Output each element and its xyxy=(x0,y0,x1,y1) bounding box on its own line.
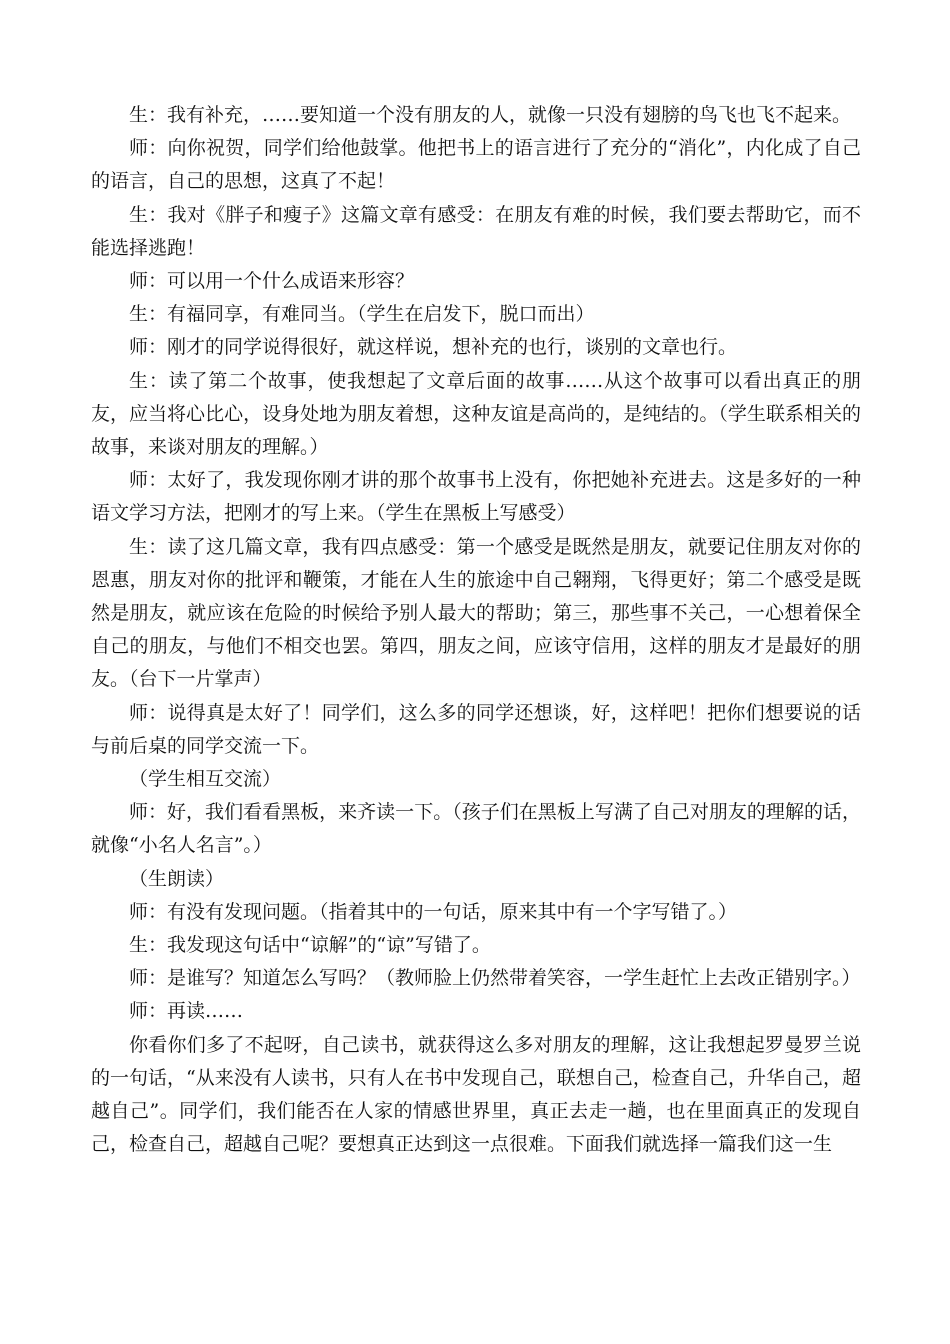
paragraph: 你看你们多了不起呀，自己读书，就获得这么多对朋友的理解，这让我想起罗曼罗兰说的一句话，“从来没有人读书，只有人在书中发现自己，联想自己，检查自己，升华自己，超越自己”。同学们，我们能否在人家的情感世界里，真正去走一趟，也在里面真正的发现自己，检查自己，超越自己呢？要想真正达到这一点很难。下面我们就选择一篇我们这一生 xyxy=(91,1033,861,1156)
paragraph: 生：我有补充，……要知道一个没有朋友的人，就像一只没有翅膀的鸟飞也飞不起来。 xyxy=(129,104,852,126)
paragraph: 师：再读…… xyxy=(129,1000,244,1023)
paragraph: 师：太好了，我发现你刚才讲的那个故事书上没有，你把她补充进去。这是多好的一种语文学习方法，把刚才的写上来。（学生在黑板上写感受） xyxy=(91,469,861,525)
paragraph: 师：好，我们看看黑板，来齐读一下。（孩子们在黑板上写满了自己对朋友的理解的话，就像“小名人名言”。） xyxy=(91,801,861,857)
paragraph: 生：我发现这句话中“谅解”的“谅”写错了。 xyxy=(129,934,491,957)
paragraph: 师：有没有发现问题。（指着其中的一句话，原来其中有一个字写错了。） xyxy=(129,900,738,923)
paragraph: 生：读了这几篇文章，我有四点感受：第一个感受是既然是朋友，就要记住朋友对你的恩惠，朋友对你的批评和鞭策，才能在人生的旅途中自己翱翔，飞得更好；第二个感受是既然是朋友，就应该在危险的时候给予别人最大的帮助；第三，那些事不关己，一心想着保全自己的朋友，与他们不相交也罢。第四，朋友之间，应该守信用，这样的朋友才是最好的朋友。（台下一片掌声） xyxy=(91,535,861,691)
paragraph: 师：刚才的同学说得很好，就这样说，想补充的也行，谈别的文章也行。 xyxy=(129,336,738,359)
paragraph: （生朗读） xyxy=(129,867,225,890)
paragraph: 师：说得真是太好了！同学们，这么多的同学还想谈，好，这样吧！把你们想要说的话与前后桌的同学交流一下。 xyxy=(91,701,861,757)
paragraph: 师：可以用一个什么成语来形容？ xyxy=(129,270,415,293)
paragraph: 生：读了第二个故事，使我想起了文章后面的故事……从这个故事可以看出真正的朋友，应当将心比心，设身处地为朋友着想，这种友谊是高尚的，是纯结的。（学生联系相关的故事，来谈对朋友的理解。） xyxy=(91,369,861,459)
document-body xyxy=(91,99,861,1162)
paragraph: 生：我对《胖子和瘦子》这篇文章有感受：在朋友有难的时候，我们要去帮助它，而不能选择逃跑！ xyxy=(91,203,861,259)
paragraph: 生：有福同享，有难同当。（学生在启发下，脱口而出） xyxy=(129,303,595,326)
paragraph: （学生相互交流） xyxy=(129,768,282,791)
paragraph: 师：是谁写？知道怎么写吗？（教师脸上仍然带着笑容，一学生赶忙上去改正错别字。） xyxy=(129,967,861,990)
paragraph: 师：向你祝贺，同学们给他鼓掌。他把书上的语言进行了充分的“消化”，内化成了自己的语言，自己的思想，这真了不起！ xyxy=(91,137,861,193)
